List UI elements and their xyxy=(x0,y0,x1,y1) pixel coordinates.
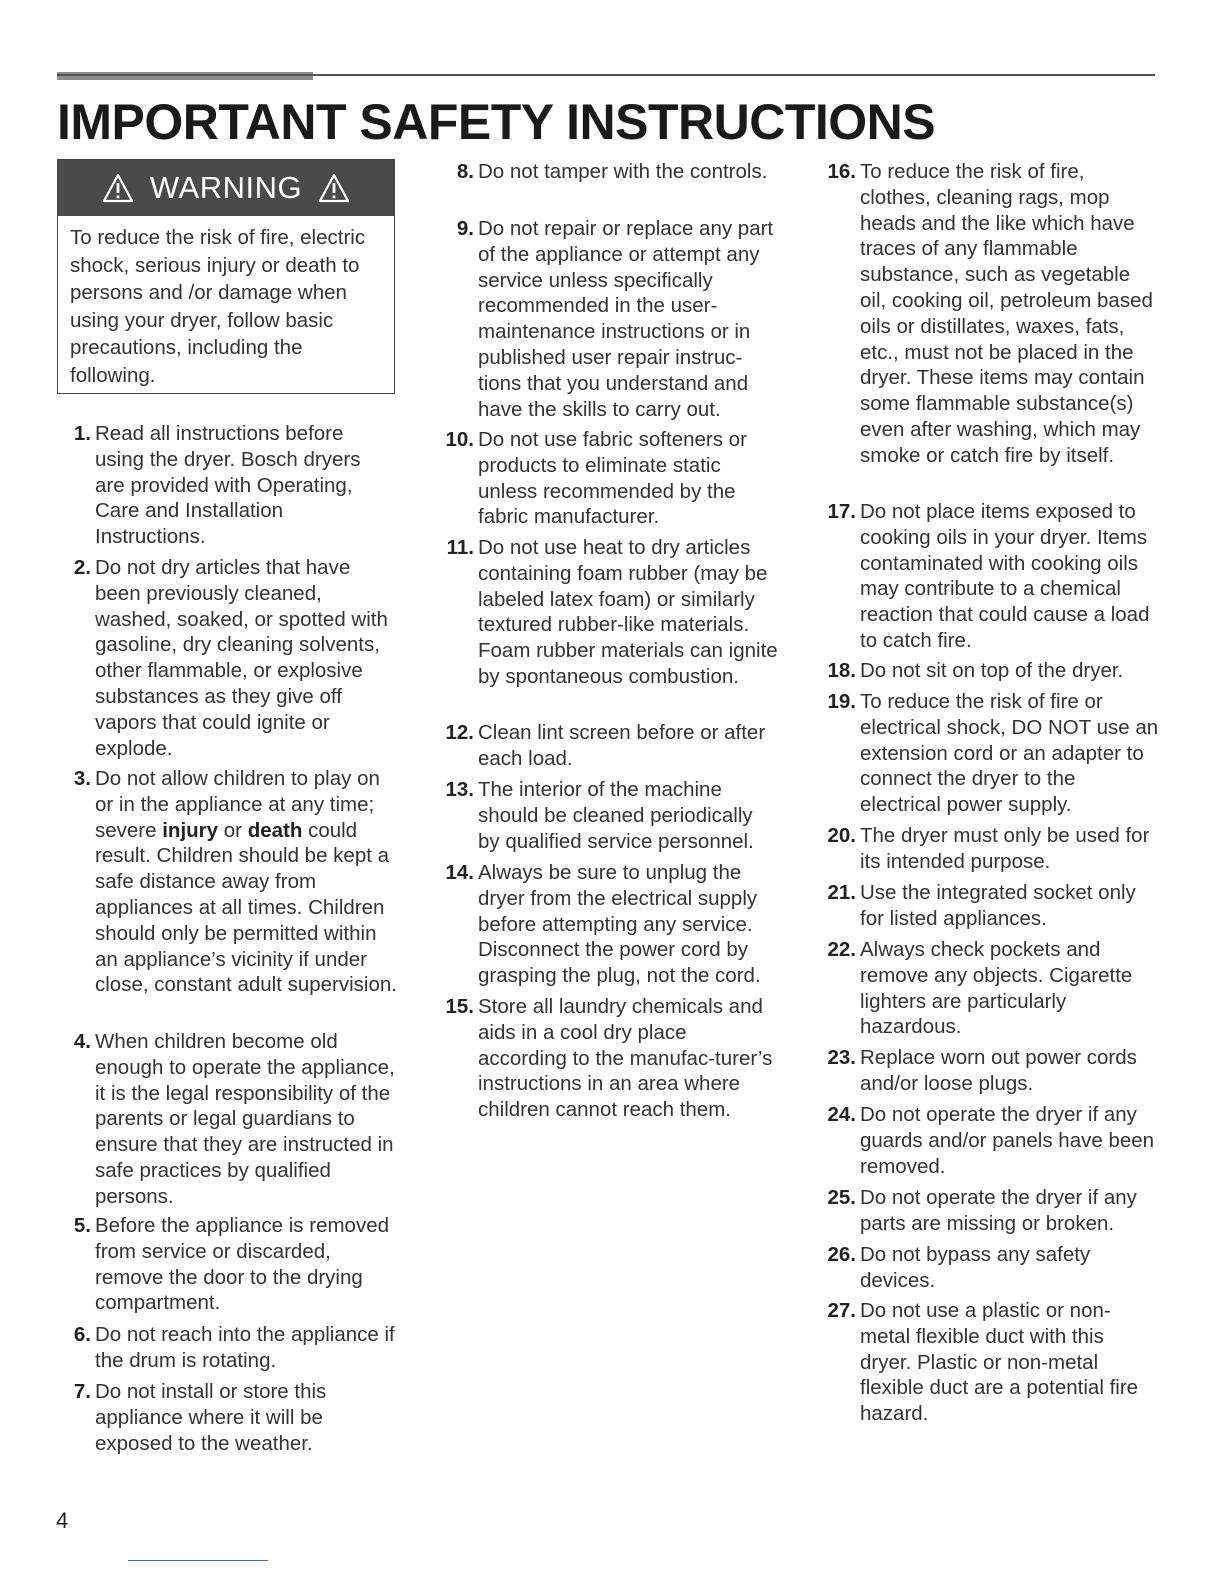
item-text: When children become old enough to operate the appliance, it is the legal responsibility of the parents or legal guardians to ensure that they are instructed in safe practices by qualified persons. xyxy=(95,1030,395,1208)
warning-triangle-icon xyxy=(102,173,134,203)
item-number: 21. xyxy=(827,881,856,904)
item-text: Do not dry articles that have been previously cleaned, washed, soaked, or spotted with gasoline, dry cleaning solvents, other flammable, or explosive substances as they give off vapors that could ignite or explode. xyxy=(95,556,388,760)
item-text: Do not tamper with the controls. xyxy=(478,160,768,183)
instruction-item-7 xyxy=(73,1379,395,1456)
item-text: The interior of the machine should be cleaned periodically by qualified service personnel. xyxy=(478,778,754,853)
instruction-item-10 xyxy=(445,427,778,530)
item-number: 27. xyxy=(827,1299,856,1322)
instruction-item-8 xyxy=(456,159,778,185)
item-number: 3. xyxy=(73,767,91,790)
instruction-item-13 xyxy=(445,777,778,854)
item-text: Do not operate the dryer if any parts are missing or broken. xyxy=(860,1186,1137,1235)
item-number: 25. xyxy=(827,1186,856,1209)
instruction-item-1 xyxy=(73,421,395,550)
item-number: 15. xyxy=(445,995,474,1018)
item-number: 2. xyxy=(73,556,91,579)
item-number: 4. xyxy=(73,1030,91,1053)
item-text: Do not operate the dryer if any guards and/or panels have been removed. xyxy=(860,1103,1155,1178)
item-text: Do not use fabric softeners or products to eliminate static unless recommended by the fabric manufacturer. xyxy=(478,428,747,529)
item-text: Do not repair or replace any part of the appliance or attempt any service unless specifically recommended in the user-maintenance instructions or in published user repair instruc-tions that you understand and have the skills to carry out. xyxy=(478,217,774,421)
item-number: 22. xyxy=(827,938,856,961)
item-text-part: Do not allow children to play on or in the appliance at any time; severe xyxy=(95,767,380,842)
instruction-item-5 xyxy=(73,1213,395,1316)
item-text: Do not sit on top of the dryer. xyxy=(860,659,1124,682)
item-text: Store all laundry chemicals and aids in a cool dry place according to the manufac-turer’s instructions in an area where children cannot reach them. xyxy=(478,995,773,1122)
item-text: Do not place items exposed to cooking oils in your dryer. Items contaminated with cooking oils may contribute to a chemical reaction that could cause a load to catch fire. xyxy=(860,500,1150,652)
item-text: Do not reach into the appliance if the drum is rotating. xyxy=(95,1323,395,1372)
page-title: IMPORTANT SAFETY INSTRUCTIONS xyxy=(57,94,936,150)
instruction-item-15 xyxy=(445,994,778,1123)
item-text: Do not install or store this appliance where it will be exposed to the weather. xyxy=(95,1380,327,1455)
item-text: Do not use a plastic or non-metal flexible duct with this dryer. Plastic or non-metal flexible duct are a potential fire hazard. xyxy=(860,1299,1139,1426)
instruction-item-3 xyxy=(73,766,400,998)
item-number: 18. xyxy=(827,659,856,682)
instruction-item-19 xyxy=(827,689,1160,818)
item-number: 19. xyxy=(827,690,856,713)
item-number: 16. xyxy=(827,160,856,183)
item-number: 23. xyxy=(827,1046,856,1069)
instruction-item-22 xyxy=(827,937,1160,1040)
emphasis-injury: injury xyxy=(162,818,219,842)
item-number: 8. xyxy=(456,160,474,183)
item-text: Always be sure to unplug the dryer from the electrical supply before attempting any service. Disconnect the power cord by grasping the plug, not the cord. xyxy=(478,861,761,988)
instruction-item-27 xyxy=(827,1298,1160,1427)
item-number: 11. xyxy=(446,536,474,559)
item-number: 24. xyxy=(827,1103,856,1126)
instruction-item-24 xyxy=(827,1102,1160,1179)
item-number: 14. xyxy=(445,861,474,884)
item-number: 1. xyxy=(73,422,91,445)
warning-triangle-icon xyxy=(318,173,350,203)
warning-text: To reduce the risk of fire, electric shock, serious injury or death to persons and /or damage when using your dryer, follow basic precautions, including the following. xyxy=(70,226,366,387)
item-text: To reduce the risk of fire, clothes, cleaning rags, mop heads and the like which have traces of any flammable substance, such as vegetable oil, cooking oil, petroleum based oils or distillates, waxes, fats, etc., must not be placed in the dryer. These items may contain some flammable substance(s) even after washing, which may smoke or catch fire by itself. xyxy=(860,160,1153,467)
item-number: 10. xyxy=(445,428,474,451)
warning-box xyxy=(57,159,395,394)
item-text xyxy=(95,766,400,998)
instruction-item-18 xyxy=(827,658,1160,684)
item-text: Replace worn out power cords and/or loose plugs. xyxy=(860,1046,1137,1095)
item-text: Always check pockets and remove any objects. Cigarette lighters are particularly hazardous. xyxy=(860,938,1133,1039)
item-number: 20. xyxy=(827,824,856,847)
footer-line xyxy=(128,1560,268,1561)
instruction-item-11 xyxy=(446,535,778,690)
item-text: To reduce the risk of fire or electrical shock, DO NOT use an extension cord or an adapter to connect the dryer to the electrical power supply. xyxy=(860,690,1159,817)
item-text: Clean lint screen before or after each load. xyxy=(478,721,766,770)
item-number: 26. xyxy=(827,1243,856,1266)
instruction-item-25 xyxy=(827,1185,1160,1237)
instruction-item-14 xyxy=(445,860,783,989)
item-number: 13. xyxy=(445,778,474,801)
item-number: 12. xyxy=(445,721,474,744)
item-text: Do not use heat to dry articles containing foam rubber (may be labeled latex foam) or similarly textured rubber-like materials. Foam rubber materials can ignite by spontaneous combustion. xyxy=(478,536,778,688)
instruction-item-16 xyxy=(827,159,1160,469)
header-rule xyxy=(57,74,1155,76)
warning-header xyxy=(58,160,394,216)
item-text: Before the appliance is removed from service or discarded, remove the door to the drying compartment. xyxy=(95,1214,390,1315)
instruction-item-20 xyxy=(827,823,1165,875)
item-number: 6. xyxy=(73,1323,91,1346)
warning-label: WARNING xyxy=(149,170,303,205)
instruction-item-17 xyxy=(827,499,1160,654)
item-text: Do not bypass any safety devices. xyxy=(860,1243,1091,1292)
emphasis-death: death xyxy=(247,818,303,842)
instruction-item-26 xyxy=(827,1242,1160,1294)
instruction-item-9 xyxy=(456,216,778,422)
page-number: 4 xyxy=(56,1508,69,1533)
item-number: 9. xyxy=(456,217,474,240)
item-text-part: or xyxy=(218,818,248,842)
item-number: 7. xyxy=(73,1380,91,1403)
instruction-item-4 xyxy=(73,1029,395,1210)
item-text: Read all instructions before using the dryer. Bosch dryers are provided with Operating, Care and Installation Instructions. xyxy=(95,422,361,549)
item-number: 5. xyxy=(73,1214,91,1237)
item-number: 17. xyxy=(827,500,856,523)
item-text: The dryer must only be used for its intended purpose. xyxy=(860,824,1150,873)
instruction-item-2 xyxy=(73,555,395,761)
instruction-item-21 xyxy=(827,880,1160,932)
instruction-item-12 xyxy=(445,720,778,772)
item-text: Use the integrated socket only for listed appliances. xyxy=(860,881,1136,930)
item-text-part: could result. Children should be kept a safe distance away from appliances at all times. Children should only be permitted within an appliance’s vicinity if under close, constant adult supervision. xyxy=(95,818,397,997)
instruction-item-6 xyxy=(73,1322,400,1374)
instruction-item-23 xyxy=(827,1045,1160,1097)
